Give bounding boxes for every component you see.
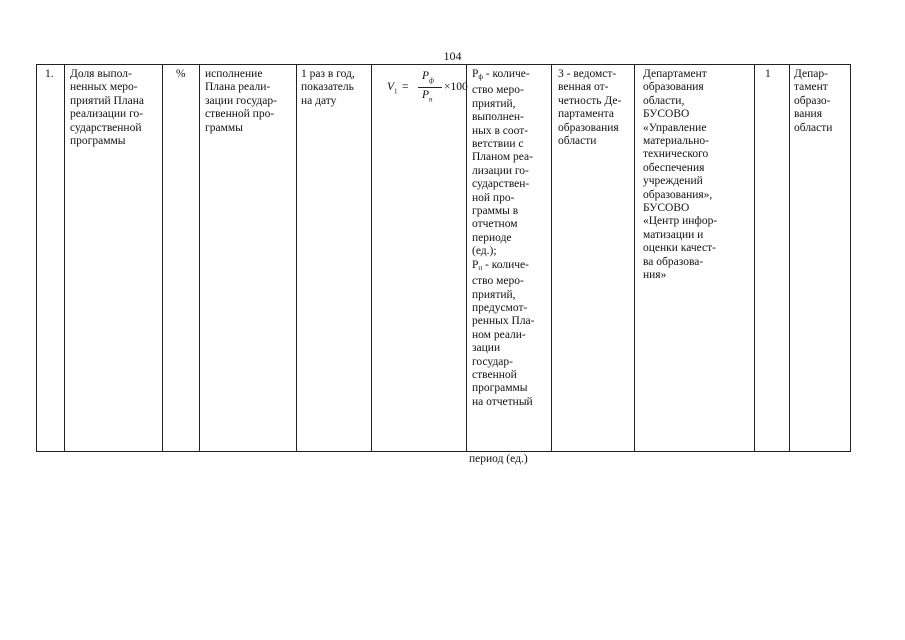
unit-cell: % bbox=[176, 68, 186, 80]
column-divider bbox=[789, 65, 790, 451]
responsible-cell: Департамент образования области, БУСОВО «Управление материально- технического обеспечения учреждений образования», БУСОВО «Центр инфор- матизации и оценки качест- ва образова- ния» bbox=[643, 68, 718, 282]
owner-cell: Депар- тамент образо- вания области bbox=[794, 68, 833, 134]
formula-equals: = bbox=[402, 81, 409, 93]
value-cell: 1 bbox=[765, 68, 771, 80]
formula-lhs: $V_1$ bbox=[387, 81, 398, 96]
formula-multiplier: ×100 bbox=[444, 81, 468, 93]
column-divider bbox=[754, 65, 755, 451]
definitions-cell bbox=[472, 68, 552, 409]
indicator-name: Доля выпол- ненных меро- приятий Плана реализации го- сударственной программы bbox=[70, 68, 144, 148]
column-divider bbox=[162, 65, 163, 451]
column-divider bbox=[634, 65, 635, 451]
column-divider bbox=[466, 65, 467, 451]
column-divider bbox=[64, 65, 65, 451]
formula-denominator: $P_п$ bbox=[422, 89, 433, 104]
pf-definition: $P_ф$ - количе- ство меро- приятий, выполнен- ных в соот- ветствии с Планом реа- лизации го- сударствен- ной про- граммы в отчетном периоде (ед.); bbox=[472, 68, 533, 258]
method-cell: 3 - ведомст- венная от- четность Де- партамента образования области bbox=[558, 68, 622, 148]
page-number: 104 bbox=[443, 49, 462, 63]
formula-numerator: $P_ф$ bbox=[422, 70, 435, 85]
fraction-bar bbox=[418, 87, 442, 88]
formula bbox=[382, 70, 468, 106]
indicator-table bbox=[36, 64, 851, 452]
definition-overflow-line: период (ед.) bbox=[469, 453, 528, 465]
pp-definition: $P_п$ - количе- ство меро- приятий, предусмот- ренных Пла- ном реали- зации государ- ственной программы на отчетный bbox=[472, 258, 535, 408]
column-divider bbox=[199, 65, 200, 451]
column-divider bbox=[371, 65, 372, 451]
basis-cell: исполнение Плана реали- зации государ- ственной про- граммы bbox=[205, 68, 277, 134]
row-number: 1. bbox=[45, 68, 54, 80]
column-divider bbox=[296, 65, 297, 451]
frequency-cell: 1 раз в год, показатель на дату bbox=[301, 68, 355, 107]
